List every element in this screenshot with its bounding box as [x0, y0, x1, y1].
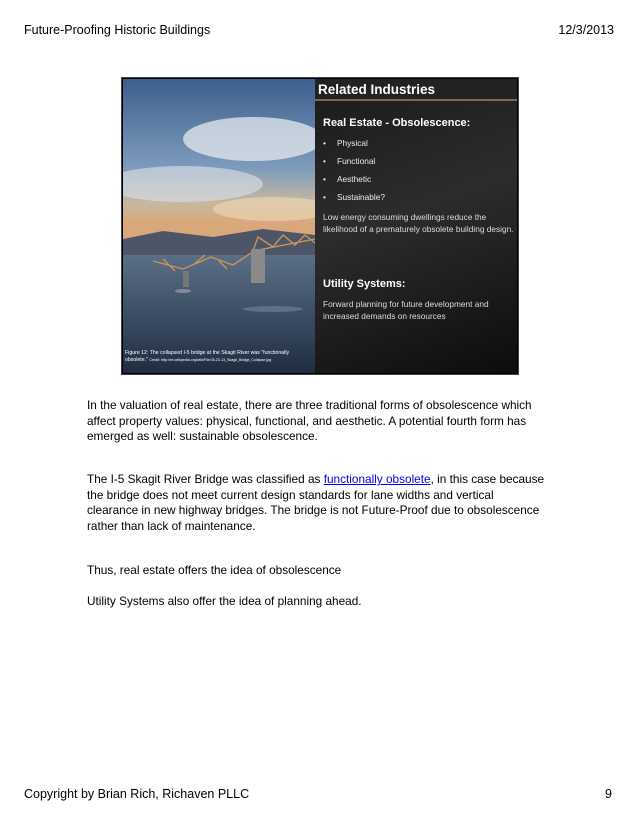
slide-title: Related Industries [315, 79, 517, 101]
list-item: • Aesthetic [323, 174, 372, 184]
copyright-footer: Copyright by Brian Rich, Richaven PLLC [24, 787, 250, 801]
real-estate-note: Low energy consuming dwellings reduce the likelihood of a prematurely obsolete building design. [323, 212, 514, 234]
functionally-obsolete-link[interactable]: functionally obsolete [323, 472, 431, 486]
bridge-collapse-image [123, 79, 315, 373]
list-item: • Functional [323, 156, 376, 166]
paragraph-utility: Utility Systems also offer the idea of planning ahead. [87, 594, 362, 608]
caption-credit: Credit: http://en.wikipedia.org/wiki/File:05-23-13_Skagit_Bridge_Collapse.jpg [149, 357, 272, 362]
paragraph-text: , in this case because the bridge does not meet current design standards for lane widths and vertical clearance in new highway bridges. The bridge is not Future-Proof due to obsolescence rather than lack of maintenance. [87, 472, 545, 533]
real-estate-heading: Real Estate - Obsolescence: [323, 117, 471, 129]
paragraph-obsolescence: In the valuation of real estate, there are three traditional forms of obsolescence which affect property values: physical, functional, and aesthetic. A potential fourth form has emerged as well: sustainable obsolescence. [87, 398, 532, 443]
document-date: 12/3/2013 [558, 23, 614, 37]
slide-text-panel [315, 79, 517, 373]
obsolescence-list [323, 137, 385, 209]
list-item: • Physical [323, 138, 368, 148]
utility-note: Forward planning for future development and increased demands on resources [323, 299, 489, 321]
paragraph-bridge [87, 472, 547, 534]
slide-thumbnail [121, 77, 519, 375]
caption-text: Figure 12: The collapsed I-5 bridge at the Skagit River was "functionally obsolete." [125, 350, 290, 363]
paragraph-summary: Thus, real estate offers the idea of obsolescence [87, 563, 342, 577]
figure-caption [125, 350, 313, 363]
utility-heading: Utility Systems: [323, 278, 406, 290]
paragraph-text: The I-5 Skagit River Bridge was classified as [87, 472, 324, 486]
document-title: Future-Proofing Historic Buildings [24, 23, 211, 37]
list-item: • Sustainable? [323, 192, 385, 202]
page-number: 9 [605, 787, 612, 801]
bridge-photo [123, 79, 315, 373]
